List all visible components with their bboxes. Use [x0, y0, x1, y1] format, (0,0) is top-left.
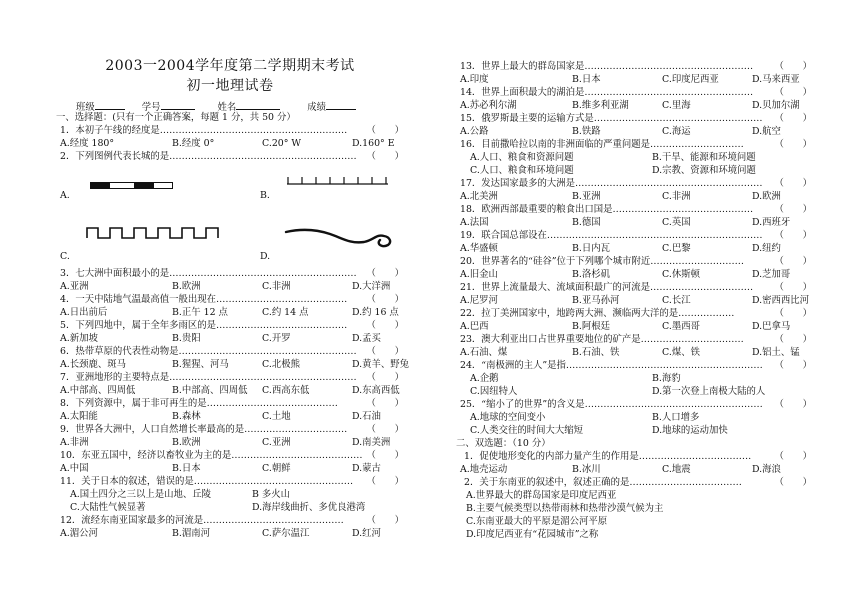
answer-bracket[interactable]: （ ） [774, 256, 812, 267]
option-a[interactable]: A.苏必利尔湖 [460, 100, 517, 111]
student-id-blank[interactable] [161, 99, 195, 110]
answer-bracket[interactable]: （ ） [774, 61, 812, 72]
option-c[interactable]: C.里海 [662, 100, 691, 111]
legend-symbol-a[interactable] [90, 180, 174, 192]
option-b[interactable]: B.洛杉矶 [572, 269, 610, 280]
answer-bracket[interactable]: （ ） [774, 477, 812, 488]
option-c[interactable]: C.海运 [662, 126, 691, 137]
option-c[interactable]: C.印度尼西亚 [662, 74, 719, 85]
option-c[interactable]: C.非洲 [662, 191, 691, 202]
option-d[interactable]: D.贝加尔湖 [752, 100, 800, 111]
option-a[interactable]: A.旧金山 [460, 269, 498, 280]
option-d[interactable]: D.航空 [752, 126, 781, 137]
option-c[interactable]: C.人类交往的时间大大缩短 [470, 425, 583, 436]
exam-subtitle: 初一地理试卷 [186, 78, 274, 94]
option-c[interactable]: C.非洲 [262, 281, 291, 292]
answer-bracket[interactable]: （ ） [774, 230, 812, 241]
option-a[interactable]: A.亚洲 [60, 281, 89, 292]
question-stem: 12．流经东南亚国家最多的河流是……………………………………… [60, 515, 344, 526]
name-label: 姓名 [217, 102, 237, 113]
option-b[interactable]: B.干旱、能源和环境问题 [652, 152, 756, 163]
option-a[interactable]: A.经度 180° [60, 138, 115, 149]
answer-bracket[interactable]: （ ） [366, 476, 404, 487]
answer-bracket[interactable]: （ ） [774, 204, 812, 215]
option-a[interactable]: A. [60, 190, 70, 201]
answer-bracket[interactable]: （ ） [366, 151, 404, 162]
name-blank[interactable] [236, 99, 280, 110]
question-stem: 21．世界上流量最大、流域面积最广的河流是…………………………… [460, 282, 754, 293]
option-d[interactable]: D.红河 [352, 528, 381, 539]
section1-heading: 一、选择题：(只有一个正确答案，每题 1 分，共 50 分） [56, 112, 296, 123]
question-stem: 16．目前撒哈拉以南的非洲面临的严重问题是………………………… [460, 139, 744, 150]
option-d[interactable]: D.第一次登上南极大陆的人 [652, 386, 766, 397]
option-a[interactable]: A.华盛顿 [460, 243, 498, 254]
option-c[interactable]: C.东南亚最大的平原是湄公河平原 [466, 516, 608, 527]
question-stem: 22．拉丁美洲国家中，地跨两大洲、濒临两大洋的是……………… [460, 308, 735, 319]
option-c[interactable]: C.英国 [662, 217, 691, 228]
option-b[interactable]: B 多火山 [252, 489, 290, 500]
question-stem: 10．东亚五国中，经济以畜牧业为主的是…………………………………… [60, 450, 363, 461]
option-b[interactable]: B.日内瓦 [572, 243, 610, 254]
option-d[interactable]: D.黄羊、野兔 [352, 359, 410, 370]
option-b[interactable]: B.欧洲 [172, 281, 201, 292]
option-d[interactable]: D.海岸线曲折、多优良港湾 [252, 502, 366, 513]
option-b[interactable]: B.日本 [572, 74, 601, 85]
option-b[interactable]: B.人口增多 [652, 412, 700, 423]
question-stem: 8．下列资源中，属于非可再生的是…………………………………… [60, 398, 338, 409]
question-stem: 2．关于东南亚的叙述中，叙述正确的是……………………………… [464, 477, 742, 488]
option-a[interactable]: A.太阳能 [60, 411, 98, 422]
option-d[interactable]: D.铝土、锰 [752, 347, 800, 358]
question-stem: 5．下列四地中，属于全年多雨区的是…………………………………… [60, 320, 348, 331]
question-stem: 6．热带草原的代表性动物是………………………………………………… [60, 346, 357, 357]
question-stem: 11．关于日本的叙述，错误的是…………………………………………… [60, 476, 354, 487]
option-b[interactable]: B.主要气候类型以热带雨林和热带沙漠气候为主 [466, 503, 664, 514]
option-b[interactable]: B.中部高、四周低 [172, 385, 248, 396]
option-c[interactable]: C.土地 [262, 411, 291, 422]
section2-heading: 二、双选题：（10 分） [456, 438, 551, 449]
answer-bracket[interactable]: （ ） [774, 334, 812, 345]
option-b[interactable]: B.森林 [172, 411, 201, 422]
option-b[interactable]: B.德国 [572, 217, 601, 228]
student-id-label: 学号 [141, 102, 161, 113]
legend-symbol-d[interactable] [284, 222, 396, 248]
answer-bracket[interactable]: （ ） [366, 515, 404, 526]
option-a[interactable]: A.尼罗河 [460, 295, 498, 306]
answer-bracket[interactable]: （ ） [774, 113, 812, 124]
option-d[interactable]: D.地球的运动加快 [652, 425, 728, 436]
option-c[interactable]: C.巴黎 [662, 243, 691, 254]
option-b[interactable]: B.湄南河 [172, 528, 210, 539]
option-c[interactable]: C.墨西哥 [662, 321, 700, 332]
option-b[interactable]: B.冰川 [572, 464, 601, 475]
score-blank[interactable] [326, 99, 356, 110]
option-d[interactable]: D.马来西亚 [752, 74, 800, 85]
option-c[interactable]: C.煤、铁 [662, 347, 700, 358]
option-b[interactable]: B.经度 0° [172, 138, 215, 149]
question-stem: 23．澳大利亚出口占世界重要地位的矿产是…………………………… [460, 334, 744, 345]
question-stem: 24．“南极洲的主人”是指……………………………………………………… [460, 360, 763, 371]
answer-bracket[interactable]: （ ） [366, 450, 404, 461]
option-a[interactable]: A.人口、粮食和资源问题 [470, 152, 574, 163]
option-c[interactable]: C. [60, 251, 70, 262]
option-a[interactable]: A.北美洲 [460, 191, 498, 202]
option-c[interactable]: C.20° W [262, 138, 302, 149]
option-d[interactable]: D.纽约 [752, 243, 781, 254]
answer-bracket[interactable]: （ ） [366, 294, 404, 305]
option-d[interactable]: D.东高西低 [352, 385, 400, 396]
option-d[interactable]: D.芝加哥 [752, 269, 791, 280]
question-stem: 17．发达国家最多的大洲是…………………………………………………… [460, 178, 763, 189]
option-a[interactable]: A.印度 [460, 74, 489, 85]
option-d[interactable]: D. [260, 251, 271, 262]
option-b[interactable]: B.亚马孙河 [572, 295, 620, 306]
option-b[interactable]: B.贵阳 [172, 333, 201, 344]
answer-bracket[interactable]: （ ） [774, 360, 812, 371]
option-a[interactable]: A.世界最大的群岛国家是印度尼西亚 [466, 490, 617, 501]
option-c[interactable]: C.地震 [662, 464, 691, 475]
legend-symbol-c[interactable] [86, 226, 220, 240]
option-d[interactable]: D.约 16 点 [352, 307, 399, 318]
option-d[interactable]: D.宗教、资源和环境问题 [652, 165, 756, 176]
option-b[interactable]: B.欧洲 [172, 437, 201, 448]
exam-title: 2003一2004学年度第二学期期末考试 [105, 58, 355, 74]
option-c[interactable]: C.因纽特人 [470, 386, 518, 397]
option-d[interactable]: D.印度尼西亚有“花园城市”之称 [466, 529, 599, 540]
question-stem: 13．世界上最大的群岛国家是……………………………………………… [460, 61, 754, 72]
option-a[interactable]: A.巴西 [460, 321, 489, 332]
option-a[interactable]: A.新加坡 [60, 333, 98, 344]
option-d[interactable]: D.孟买 [352, 333, 381, 344]
option-b[interactable]: B. [260, 190, 270, 201]
answer-bracket[interactable]: （ ） [366, 424, 404, 435]
question-stem: 7．亚洲地形的主要特点是…………………………………………………… [60, 372, 357, 383]
option-a[interactable]: A.地壳运动 [460, 464, 508, 475]
question-stem: 25．“缩小了的世界”的含义是………………………………………………… [460, 399, 763, 410]
option-a[interactable]: A.日出前后 [60, 307, 108, 318]
question-stem: 1．本初子午线的经度是…………………………………………………… [60, 125, 348, 136]
option-d[interactable]: D.欧洲 [752, 191, 781, 202]
option-b[interactable]: B.海豹 [652, 373, 681, 384]
option-b[interactable]: B.亚洲 [572, 191, 601, 202]
option-c[interactable]: C.开罗 [262, 333, 291, 344]
option-b[interactable]: B.阿根廷 [572, 321, 610, 332]
option-d[interactable]: D.巴拿马 [752, 321, 791, 332]
option-c[interactable]: C.长江 [662, 295, 691, 306]
option-a[interactable]: A.国土四分之三以上是山地、丘陵 [70, 489, 212, 500]
legend-symbol-b[interactable] [286, 174, 390, 186]
option-a[interactable]: A.企鹅 [470, 373, 499, 384]
option-b[interactable]: B.正午 12 点 [172, 307, 228, 318]
option-b[interactable]: B.石油、铁 [572, 347, 620, 358]
answer-bracket[interactable]: （ ） [774, 139, 812, 150]
option-a[interactable]: A.中国 [60, 463, 89, 474]
question-stem: 2．下列图例代表长城的是…………………………………………………… [60, 151, 357, 162]
option-c[interactable]: C.休斯顿 [662, 269, 700, 280]
question-stem: 19．联合国总部设在…………………………………………………………… [460, 230, 763, 241]
answer-bracket[interactable]: （ ） [774, 308, 812, 319]
option-a[interactable]: A.地球的空间变小 [470, 412, 546, 423]
option-b[interactable]: B.维多利亚湖 [572, 100, 629, 111]
option-c[interactable]: C.北极熊 [262, 359, 300, 370]
option-b[interactable]: B.铁路 [572, 126, 601, 137]
option-a[interactable]: A.公路 [460, 126, 489, 137]
option-c[interactable]: C.约 14 点 [262, 307, 309, 318]
class-label: 班级 [76, 102, 95, 113]
option-d[interactable]: D.大洋洲 [352, 281, 391, 292]
option-d[interactable]: D.南美洲 [352, 437, 391, 448]
answer-bracket[interactable]: （ ） [774, 399, 812, 410]
option-d[interactable]: D.密西西比河 [752, 295, 810, 306]
score-label: 成绩 [307, 102, 327, 113]
question-stem: 18．欧洲西部最重要的粮食出口国是……………………………………… [460, 204, 754, 215]
option-b[interactable]: B.猩猩、河马 [172, 359, 229, 370]
option-c[interactable]: C.亚洲 [262, 437, 291, 448]
option-d[interactable]: D.蒙古 [352, 463, 381, 474]
option-d[interactable]: D.西班牙 [752, 217, 791, 228]
option-c[interactable]: C.西高东低 [262, 385, 310, 396]
option-c[interactable]: C.大陆性气候显著 [70, 502, 146, 513]
option-d[interactable]: D.石油 [352, 411, 381, 422]
option-a[interactable]: A.非洲 [60, 437, 89, 448]
question-stem: 9．世界各大洲中，人口自然增长率最高的是…………………………… [60, 424, 348, 435]
answer-bracket[interactable]: （ ） [366, 125, 404, 136]
answer-bracket[interactable]: （ ） [366, 268, 404, 279]
option-d[interactable]: D.160° E [352, 138, 395, 149]
option-a[interactable]: A.法国 [460, 217, 489, 228]
answer-bracket[interactable]: （ ） [366, 346, 404, 357]
option-a[interactable]: A.湄公河 [60, 528, 98, 539]
answer-bracket[interactable]: （ ） [366, 372, 404, 383]
answer-bracket[interactable]: （ ） [366, 398, 404, 409]
question-stem: 20．世界著名的“硅谷”位于下列哪个城市附近………………………… [460, 256, 745, 267]
option-c[interactable]: C.人口、粮食和环境问题 [470, 165, 574, 176]
option-a[interactable]: A.长颈鹿、斑马 [60, 359, 127, 370]
class-blank[interactable] [95, 99, 125, 110]
answer-bracket[interactable]: （ ） [774, 451, 812, 462]
answer-bracket[interactable]: （ ） [366, 320, 404, 331]
answer-bracket[interactable]: （ ） [774, 87, 812, 98]
answer-bracket[interactable]: （ ） [774, 178, 812, 189]
option-a[interactable]: A.中部高、四周低 [60, 385, 136, 396]
question-stem: 3．七大洲中面积最小的是…………………………………………………… [60, 268, 357, 279]
option-c[interactable]: C.朝鲜 [262, 463, 291, 474]
question-stem: 14．世界上面积最大的湖泊是……………………………………………… [460, 87, 754, 98]
question-stem: 15．俄罗斯最主要的运输方式是……………………………………………… [460, 113, 763, 124]
question-stem: 1．促使地形变化的内部力量产生的作用是……………………………… [464, 451, 752, 462]
option-d[interactable]: D.海浪 [752, 464, 781, 475]
question-stem: 4．一天中陆地气温最高值一般出现在…………………………………… [60, 294, 348, 305]
option-c[interactable]: C.萨尔温江 [262, 528, 310, 539]
option-b[interactable]: B.日本 [172, 463, 201, 474]
option-a[interactable]: A.石油、煤 [460, 347, 508, 358]
answer-bracket[interactable]: （ ） [774, 282, 812, 293]
